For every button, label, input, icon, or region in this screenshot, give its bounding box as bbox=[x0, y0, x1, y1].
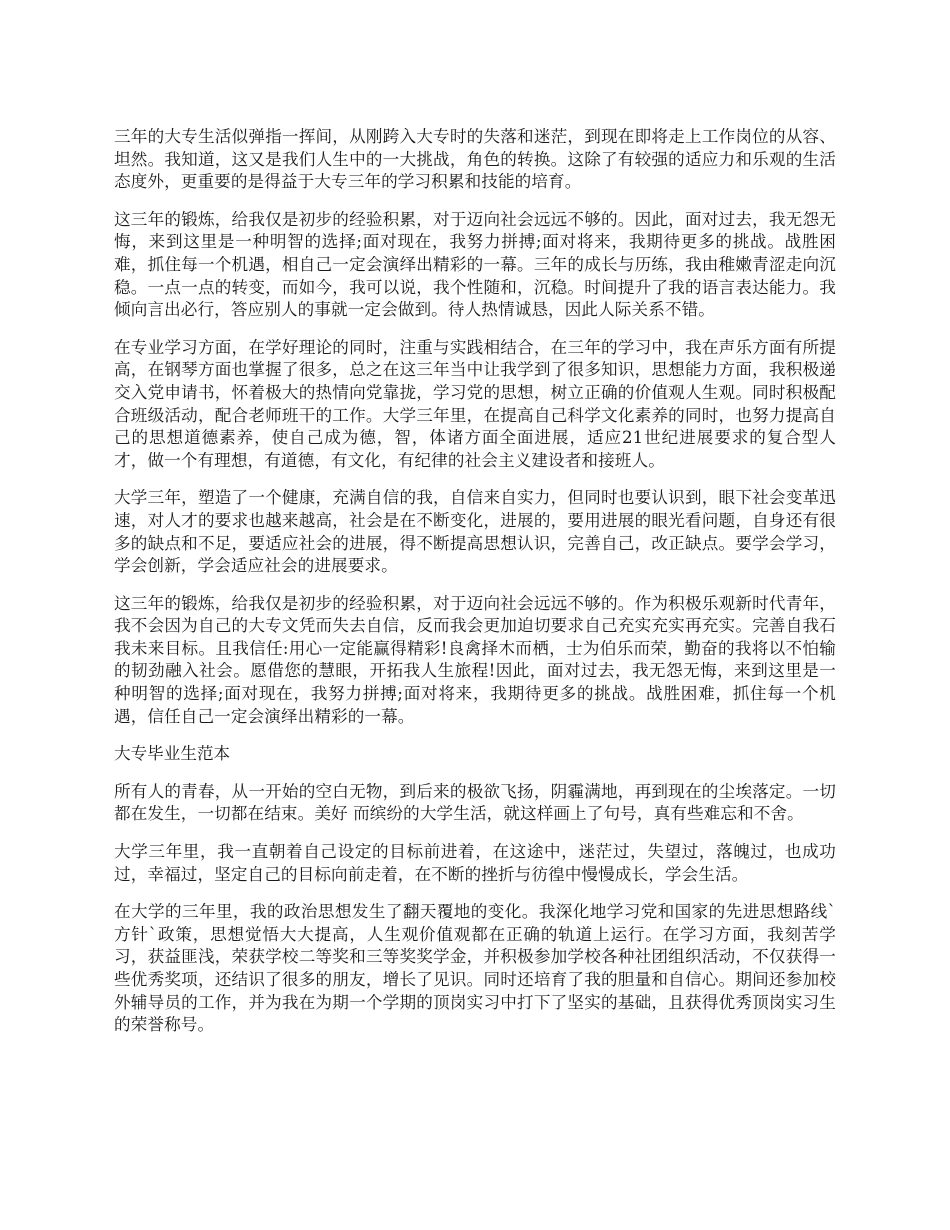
paragraph-6: 所有人的青春，从一开始的空白无物，到后来的极欲飞扬，阴霾满地，再到现在的尘埃落定。一切都在发生，一切都在结束。美好 而缤纷的大学生活，就这样画上了句号，真有些难忘和不舍。 bbox=[114, 781, 836, 824]
paragraph-3: 在专业学习方面，在学好理论的同时，注重与实践相结合，在三年的学习中，我在声乐方面有所提高，在钢琴方面也掌握了很多，总之在这三年当中让我学到了很多知识，思想能力方面，我积极递交入党申请书，怀着极大的热情向党靠拢，学习党的思想，树立正确的价值观人生观。同时积极配合班级活动，配合老师班干的工作。大学三年里，在提高自己科学文化素养的同时，也努力提高自己的思想道德素养，使自己成为德，智，体诸方面全面进展，适应21世纪进展要求的复合型人才，做一个有理想，有道德，有文化，有纪律的社会主义建设者和接班人。 bbox=[114, 337, 836, 470]
paragraph-7: 大学三年里，我一直朝着自己设定的目标前进着，在这途中，迷茫过，失望过，落魄过，也成功过，幸福过，坚定自己的目标向前走着，在不断的挫折与彷徨中慢慢成长，学会生活。 bbox=[114, 842, 836, 884]
section-title: 大专毕业生范本 bbox=[114, 744, 231, 764]
document-body bbox=[114, 126, 836, 1052]
paragraph-4: 大学三年，塑造了一个健康，充满自信的我，自信来自实力，但同时也要认识到，眼下社会变革迅速，对人才的要求也越来越高，社会是在不断变化，进展的，要用进展的眼光看问题，自身还有很多的缺点和不足，要适应社会的进展，得不断提高思想认识，完善自己，改正缺点。要学会学习，学会创新，学会适应社会的进展要求。 bbox=[114, 488, 836, 576]
paragraph-1: 三年的大专生活似弹指一挥间，从刚跨入大专时的失落和迷茫，到现在即将走上工作岗位的从容、坦然。我知道，这又是我们人生中的一大挑战，角色的转换。这除了有较强的适应力和乐观的生活态度外，更重要的是得益于大专三年的学习积累和技能的培育。 bbox=[114, 127, 836, 192]
paragraph-5: 这三年的锻炼，给我仅是初步的经验积累，对于迈向社会远远不够的。作为积极乐观新时代青年，我不会因为自己的大专文凭而失去自信，反而我会更加迫切要求自己充实充实再充实。完善自我石我未来目标。且我信任:用心一定能赢得精彩!良禽择木而栖，士为伯乐而荣，勤奋的我将以不怕输的韧劲融入社会。愿借您的慧眼，开拓我人生旅程!因此，面对过去，我无怨无悔，来到这里是一种明智的选择;面对现在，我努力拼搏;面对将来，我期待更多的挑战。战胜困难，抓住每一个机遇，信任自己一定会演绎出精彩的一幕。 bbox=[114, 593, 836, 726]
paragraph-2: 这三年的锻炼，给我仅是初步的经验积累，对于迈向社会远远不够的。因此，面对过去，我无怨无悔，来到这里是一种明智的选择;面对现在，我努力拼搏;面对将来，我期待更多的挑战。战胜困难，抓住每一个机遇，相自己一定会演绎出精彩的一幕。三年的成长与历练，我由稚嫩青涩走向沉稳。一点一点的转变，而如今，我可以说，我个性随和，沉稳。时间提升了我的语言表达能力。我倾向言出必行，答应别人的事就一定会做到。待人热情诚恳，因此人际关系不错。 bbox=[114, 209, 836, 320]
paragraph-8: 在大学的三年里，我的政治思想发生了翻天覆地的变化。我深化地学习党和国家的先进思想路线`方针`政策，思想觉悟大大提高，人生观价值观都在正确的轨道上运行。在学习方面，我刻苦学习，获益匪浅，荣获学校二等奖和三等奖奖学金，并积极参加学校各种社团组织活动，不仅获得一些优秀奖项，还结识了很多的朋友，增长了见识。同时还培育了我的胆量和自信心。期间还参加校外辅导员的工作，并为我在为期一个学期的顶岗实习中打下了坚实的基础，且获得优秀顶岗实习生的荣誉称号。 bbox=[114, 902, 836, 1035]
